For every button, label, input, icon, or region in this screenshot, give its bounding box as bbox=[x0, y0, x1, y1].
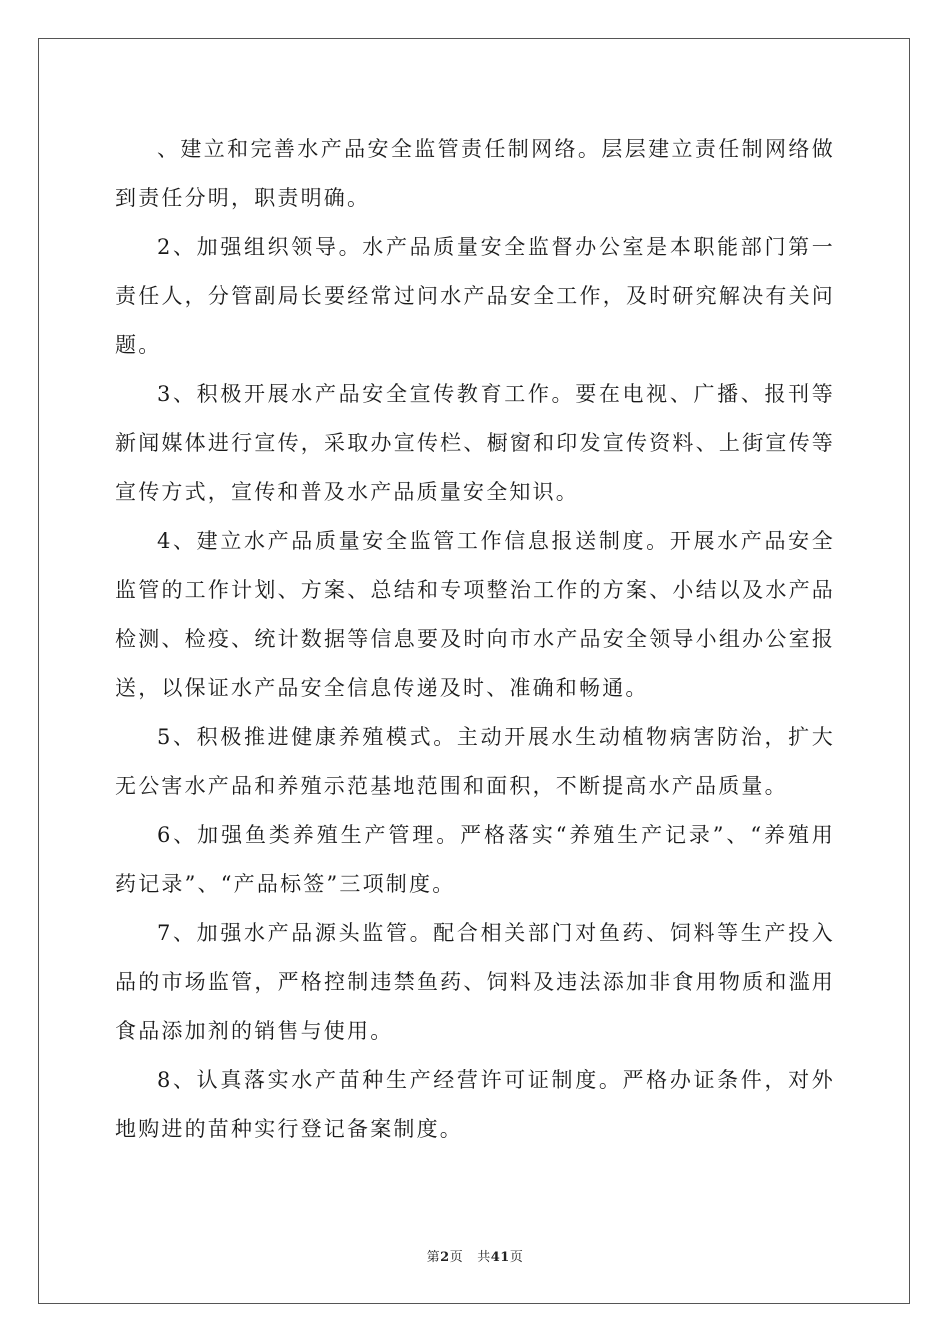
page-prefix: 第 bbox=[426, 1250, 441, 1265]
paragraph-5: 5、积极推进健康养殖模式。主动开展水生动植物病害防治，扩大无公害水产品和养殖示范基地范围和面积，不断提高水产品质量。 bbox=[115, 725, 835, 798]
page-suffix: 页 bbox=[449, 1250, 464, 1265]
page-footer bbox=[0, 1246, 950, 1265]
paragraph-6: 6、加强鱼类养殖生产管理。严格落实“养殖生产记录”、“养殖用药记录”、“产品标签”三项制度。 bbox=[115, 823, 835, 896]
paragraph-4: 4、建立水产品质量安全监管工作信息报送制度。开展水产品安全监管的工作计划、方案、总结和专项整治工作的方案、小结以及水产品检测、检疫、统计数据等信息要及时向市水产品安全领导小组办公室报送，以保证水产品安全信息传递及时、准确和畅通。 bbox=[115, 529, 835, 700]
page-number: 2 bbox=[440, 1250, 450, 1265]
document-body bbox=[115, 125, 835, 1154]
paragraph-3: 3、积极开展水产品安全宣传教育工作。要在电视、广播、报刊等新闻媒体进行宣传，采取办宣传栏、橱窗和印发宣传资料、上街宣传等宣传方式，宣传和普及水产品质量安全知识。 bbox=[115, 382, 835, 504]
paragraph-2: 2、加强组织领导。水产品质量安全监督办公室是本职能部门第一责任人，分管副局长要经常过问水产品安全工作，及时研究解决有关问题。 bbox=[115, 235, 835, 357]
paragraph-7: 7、加强水产品源头监管。配合相关部门对鱼药、饲料等生产投入品的市场监管，严格控制违禁鱼药、饲料及违法添加非食用物质和滥用食品添加剂的销售与使用。 bbox=[115, 921, 835, 1043]
paragraph-8: 8、认真落实水产苗种生产经营许可证制度。严格办证条件，对外地购进的苗种实行登记备案制度。 bbox=[115, 1068, 835, 1141]
total-suffix: 页 bbox=[509, 1250, 524, 1265]
paragraph-1: 、建立和完善水产品安全监管责任制网络。层层建立责任制网络做到责任分明，职责明确。 bbox=[115, 137, 835, 210]
total-pages: 41 bbox=[490, 1250, 510, 1265]
total-prefix: 共 bbox=[477, 1250, 491, 1265]
